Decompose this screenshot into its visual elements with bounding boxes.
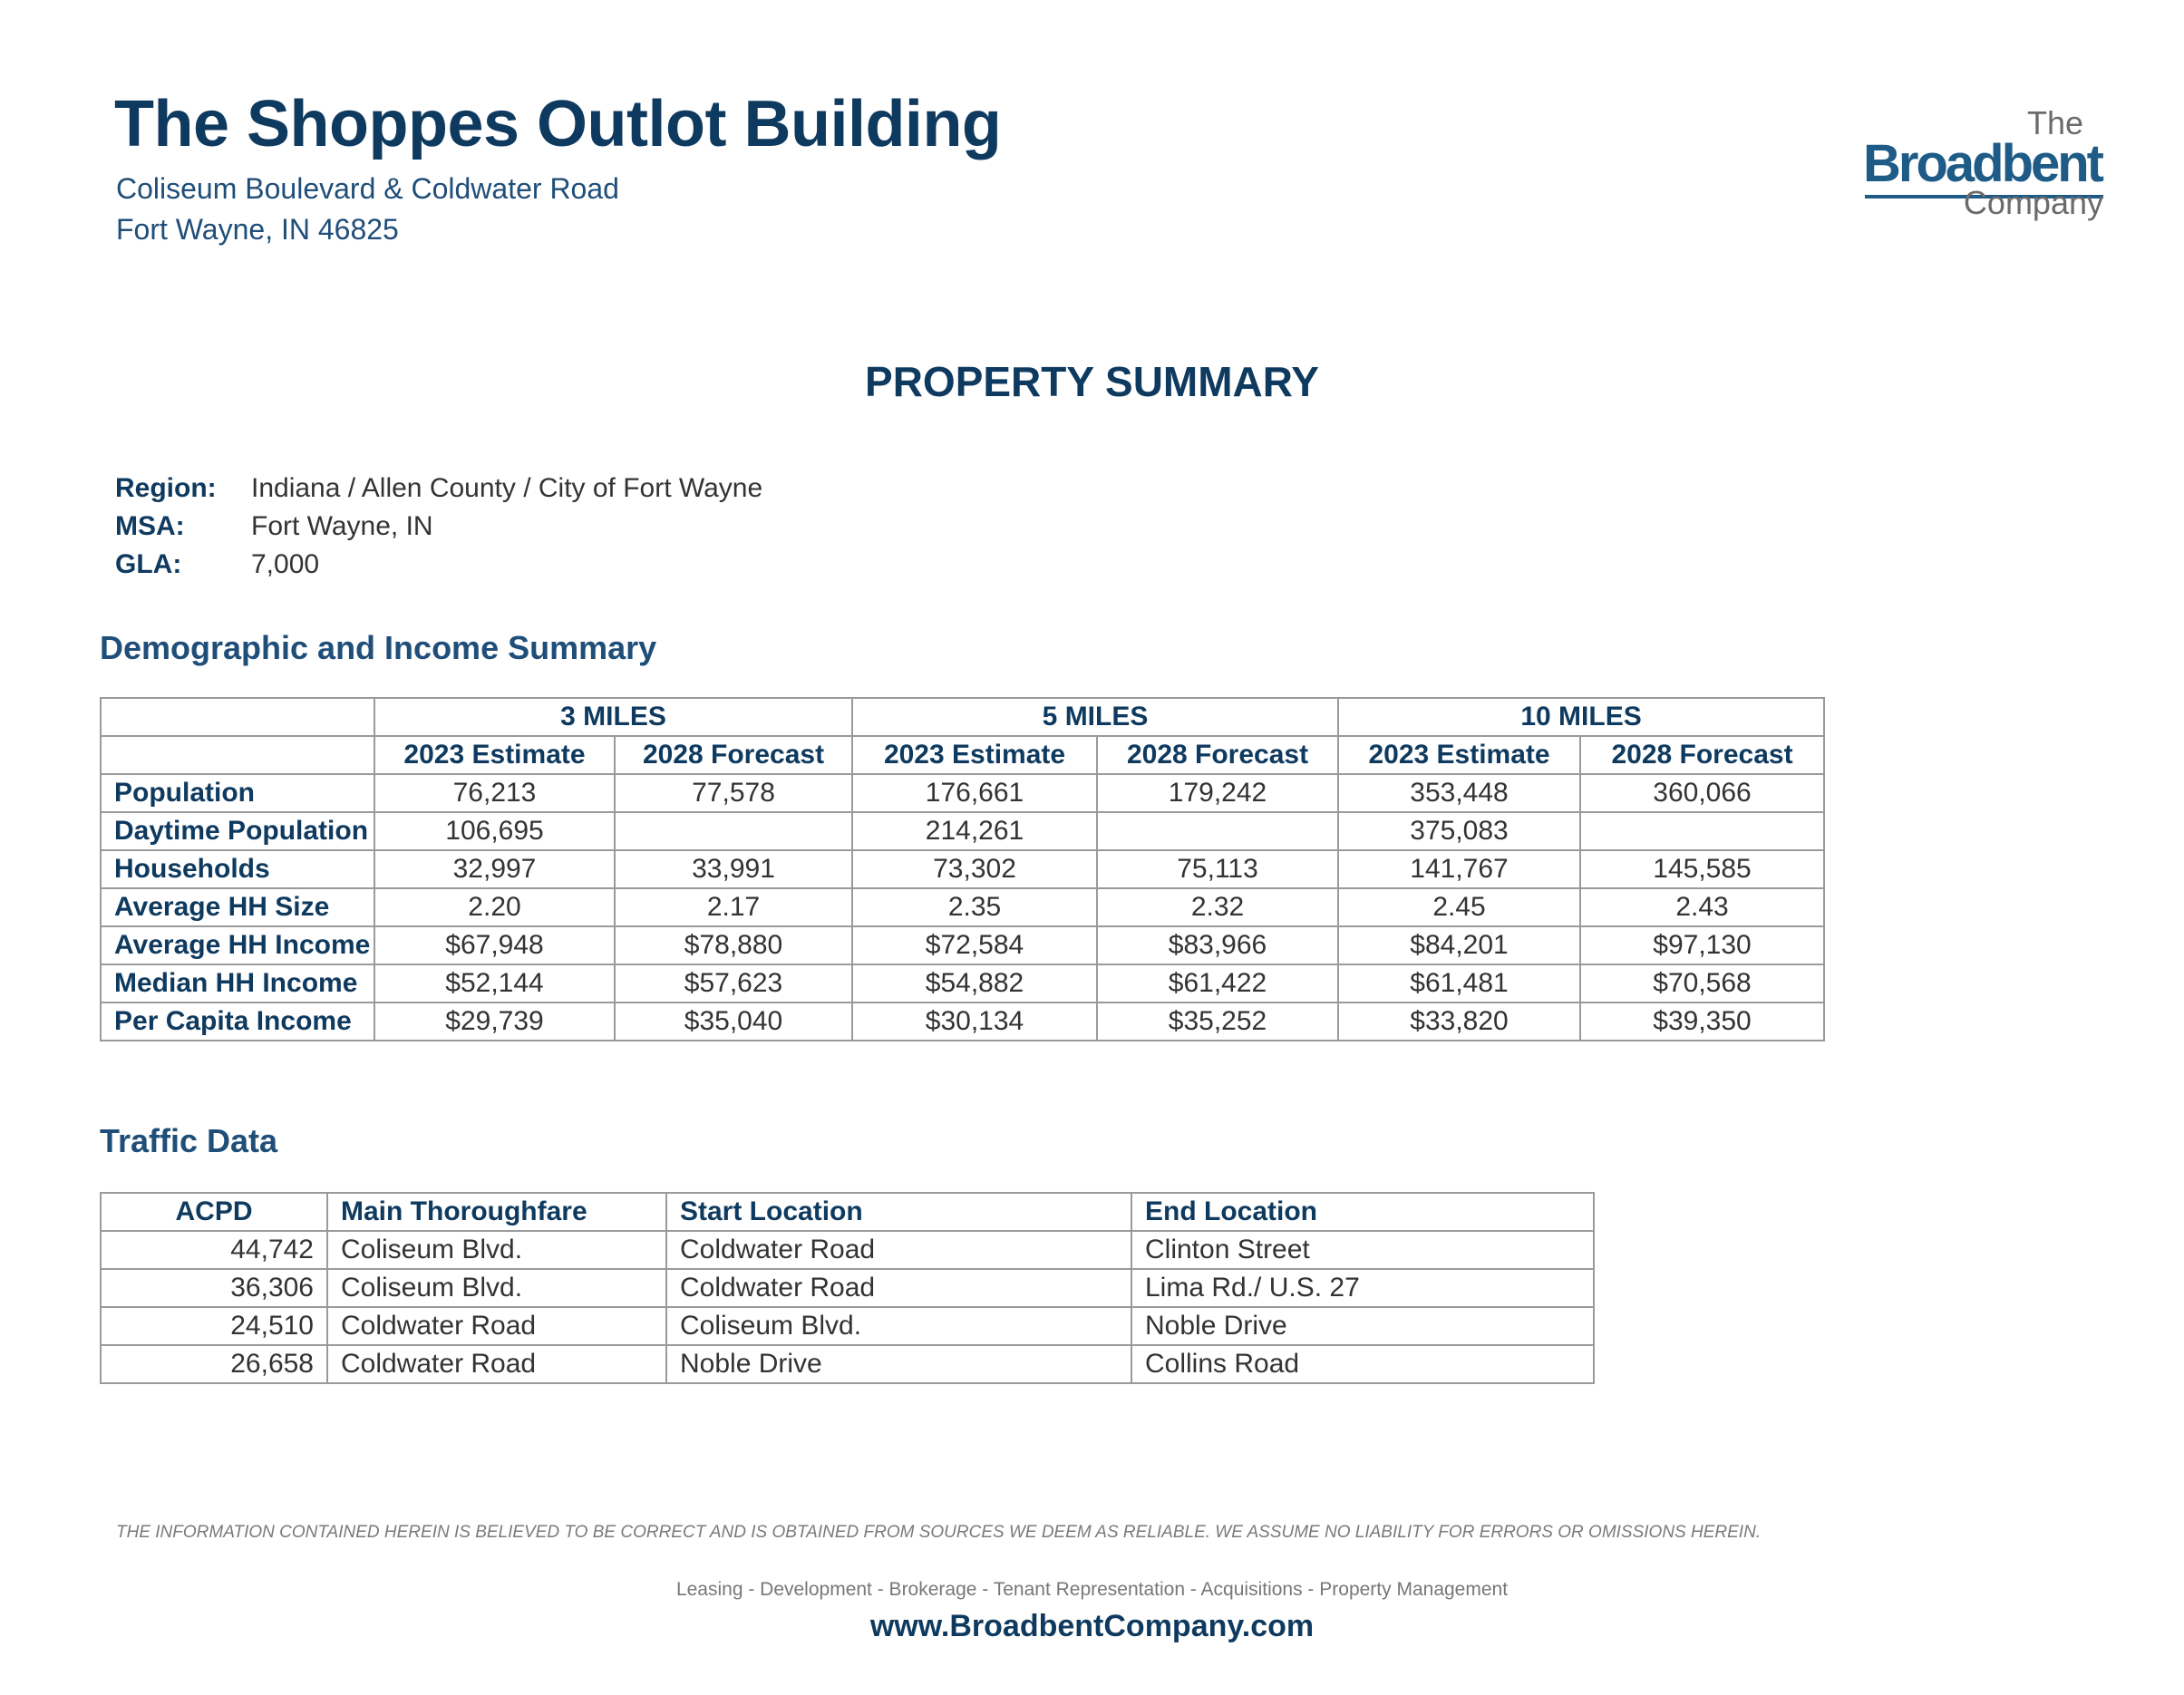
data-cell: 176,661 bbox=[852, 774, 1097, 812]
row-label: Population bbox=[101, 774, 374, 812]
column-header: 2023 Estimate bbox=[374, 736, 615, 774]
data-cell: 73,302 bbox=[852, 850, 1097, 888]
services-line: Leasing - Development - Brokerage - Tenant Representation - Acquisitions - Property Management bbox=[675, 1579, 1509, 1600]
data-cell: 141,767 bbox=[1338, 850, 1580, 888]
row-label: Households bbox=[101, 850, 374, 888]
demographics-table bbox=[100, 697, 1825, 1041]
row-label: Average HH Size bbox=[101, 888, 374, 926]
property-value: 7,000 bbox=[251, 549, 320, 579]
table-row bbox=[101, 850, 1824, 888]
property-label: GLA: bbox=[115, 549, 182, 579]
data-cell: Coliseum Blvd. bbox=[666, 1307, 1131, 1345]
column-header: Start Location bbox=[666, 1193, 1131, 1231]
data-cell: 179,242 bbox=[1097, 774, 1338, 812]
data-cell: 33,991 bbox=[615, 850, 852, 888]
table-row bbox=[101, 1002, 1824, 1041]
data-cell: $72,584 bbox=[852, 926, 1097, 964]
data-cell: 2.35 bbox=[852, 888, 1097, 926]
disclaimer: THE INFORMATION CONTAINED HEREIN IS BELIEVED TO BE CORRECT AND IS OBTAINED FROM SOURCES WE DEEM AS RELIABLE. WE ASSUME NO LIABILITY FOR ERRORS OR OMISSIONS HEREIN. bbox=[116, 1523, 1762, 1542]
radius-header: 3 MILES bbox=[374, 698, 852, 736]
data-cell: $35,040 bbox=[615, 1002, 852, 1041]
data-cell: $78,880 bbox=[615, 926, 852, 964]
radius-header: 5 MILES bbox=[852, 698, 1338, 736]
column-header-row bbox=[101, 736, 1824, 774]
column-header: 2028 Forecast bbox=[615, 736, 852, 774]
data-cell: Lima Rd./ U.S. 27 bbox=[1131, 1269, 1594, 1307]
logo-text-the: The bbox=[2026, 104, 2083, 141]
row-label: Daytime Population bbox=[101, 812, 374, 850]
data-cell: Coldwater Road bbox=[666, 1231, 1131, 1269]
data-cell: 353,448 bbox=[1338, 774, 1580, 812]
data-cell: 106,695 bbox=[374, 812, 615, 850]
data-cell: $35,252 bbox=[1097, 1002, 1338, 1041]
logo-text-broadbent: Broadbent bbox=[1863, 134, 2101, 193]
data-cell: 375,083 bbox=[1338, 812, 1580, 850]
property-label: MSA: bbox=[115, 511, 185, 541]
data-cell: $29,739 bbox=[374, 1002, 615, 1041]
data-cell bbox=[615, 812, 852, 850]
data-cell: $33,820 bbox=[1338, 1002, 1580, 1041]
data-cell: 2.45 bbox=[1338, 888, 1580, 926]
traffic-table bbox=[100, 1192, 1595, 1384]
table-row bbox=[101, 926, 1824, 964]
data-cell: 75,113 bbox=[1097, 850, 1338, 888]
radius-header-row bbox=[101, 698, 1824, 736]
radius-header: 10 MILES bbox=[1338, 698, 1824, 736]
data-cell: $54,882 bbox=[852, 964, 1097, 1002]
demographics-title: Demographic and Income Summary bbox=[100, 629, 657, 666]
data-cell: 76,213 bbox=[374, 774, 615, 812]
data-cell: $30,134 bbox=[852, 1002, 1097, 1041]
column-header: Main Thoroughfare bbox=[327, 1193, 666, 1231]
table-row bbox=[101, 1345, 1594, 1383]
data-cell: 24,510 bbox=[101, 1307, 327, 1345]
data-cell: 77,578 bbox=[615, 774, 852, 812]
property-value: Indiana / Allen County / City of Fort Wayne bbox=[251, 473, 763, 503]
property-label: Region: bbox=[115, 473, 217, 503]
company-logo bbox=[1863, 104, 2103, 222]
data-cell: 44,742 bbox=[101, 1231, 327, 1269]
data-cell: Coldwater Road bbox=[327, 1345, 666, 1383]
table-corner-cell bbox=[101, 698, 374, 736]
data-cell bbox=[1580, 812, 1824, 850]
data-cell: Collins Road bbox=[1131, 1345, 1594, 1383]
table-row bbox=[101, 1269, 1594, 1307]
data-cell: $39,350 bbox=[1580, 1002, 1824, 1041]
data-cell: Noble Drive bbox=[666, 1345, 1131, 1383]
data-cell: $61,481 bbox=[1338, 964, 1580, 1002]
data-cell: 32,997 bbox=[374, 850, 615, 888]
data-cell: Coliseum Blvd. bbox=[327, 1269, 666, 1307]
data-cell: Coliseum Blvd. bbox=[327, 1231, 666, 1269]
table-row bbox=[101, 888, 1824, 926]
data-cell: Coldwater Road bbox=[666, 1269, 1131, 1307]
data-cell: 2.32 bbox=[1097, 888, 1338, 926]
table-row bbox=[101, 1307, 1594, 1345]
data-cell: 36,306 bbox=[101, 1269, 327, 1307]
data-cell: 2.43 bbox=[1580, 888, 1824, 926]
section-heading: PROPERTY SUMMARY bbox=[865, 358, 1319, 405]
table-row bbox=[101, 964, 1824, 1002]
data-cell: $67,948 bbox=[374, 926, 615, 964]
column-header: 2028 Forecast bbox=[1580, 736, 1824, 774]
data-cell: Coldwater Road bbox=[327, 1307, 666, 1345]
traffic-header-row bbox=[101, 1193, 1594, 1231]
column-header: 2023 Estimate bbox=[1338, 736, 1580, 774]
data-cell: $83,966 bbox=[1097, 926, 1338, 964]
logo-text-company: Company bbox=[1963, 184, 2103, 221]
row-label: Per Capita Income bbox=[101, 1002, 374, 1041]
table-row bbox=[101, 812, 1824, 850]
data-cell: $84,201 bbox=[1338, 926, 1580, 964]
table-row bbox=[101, 774, 1824, 812]
column-header: 2023 Estimate bbox=[852, 736, 1097, 774]
column-header: ACPD bbox=[101, 1193, 327, 1231]
row-label: Average HH Income bbox=[101, 926, 374, 964]
data-cell: $97,130 bbox=[1580, 926, 1824, 964]
data-cell: 145,585 bbox=[1580, 850, 1824, 888]
data-cell: Noble Drive bbox=[1131, 1307, 1594, 1345]
data-cell: $61,422 bbox=[1097, 964, 1338, 1002]
property-value: Fort Wayne, IN bbox=[251, 511, 433, 541]
table-row bbox=[101, 1231, 1594, 1269]
data-cell bbox=[1097, 812, 1338, 850]
traffic-title: Traffic Data bbox=[100, 1122, 278, 1159]
column-header: 2028 Forecast bbox=[1097, 736, 1338, 774]
address-line-2: Fort Wayne, IN 46825 bbox=[116, 213, 399, 246]
table-corner-cell bbox=[101, 736, 374, 774]
data-cell: Clinton Street bbox=[1131, 1231, 1594, 1269]
page-title: The Shoppes Outlot Building bbox=[114, 88, 1002, 160]
row-label: Median HH Income bbox=[101, 964, 374, 1002]
website-link[interactable]: www.BroadbentCompany.com bbox=[869, 1609, 1315, 1643]
data-cell: 360,066 bbox=[1580, 774, 1824, 812]
column-header: End Location bbox=[1131, 1193, 1594, 1231]
data-cell: 26,658 bbox=[101, 1345, 327, 1383]
data-cell: $70,568 bbox=[1580, 964, 1824, 1002]
data-cell: $57,623 bbox=[615, 964, 852, 1002]
data-cell: 214,261 bbox=[852, 812, 1097, 850]
data-cell: $52,144 bbox=[374, 964, 615, 1002]
data-cell: 2.20 bbox=[374, 888, 615, 926]
address-line-1: Coliseum Boulevard & Coldwater Road bbox=[116, 172, 619, 205]
data-cell: 2.17 bbox=[615, 888, 852, 926]
